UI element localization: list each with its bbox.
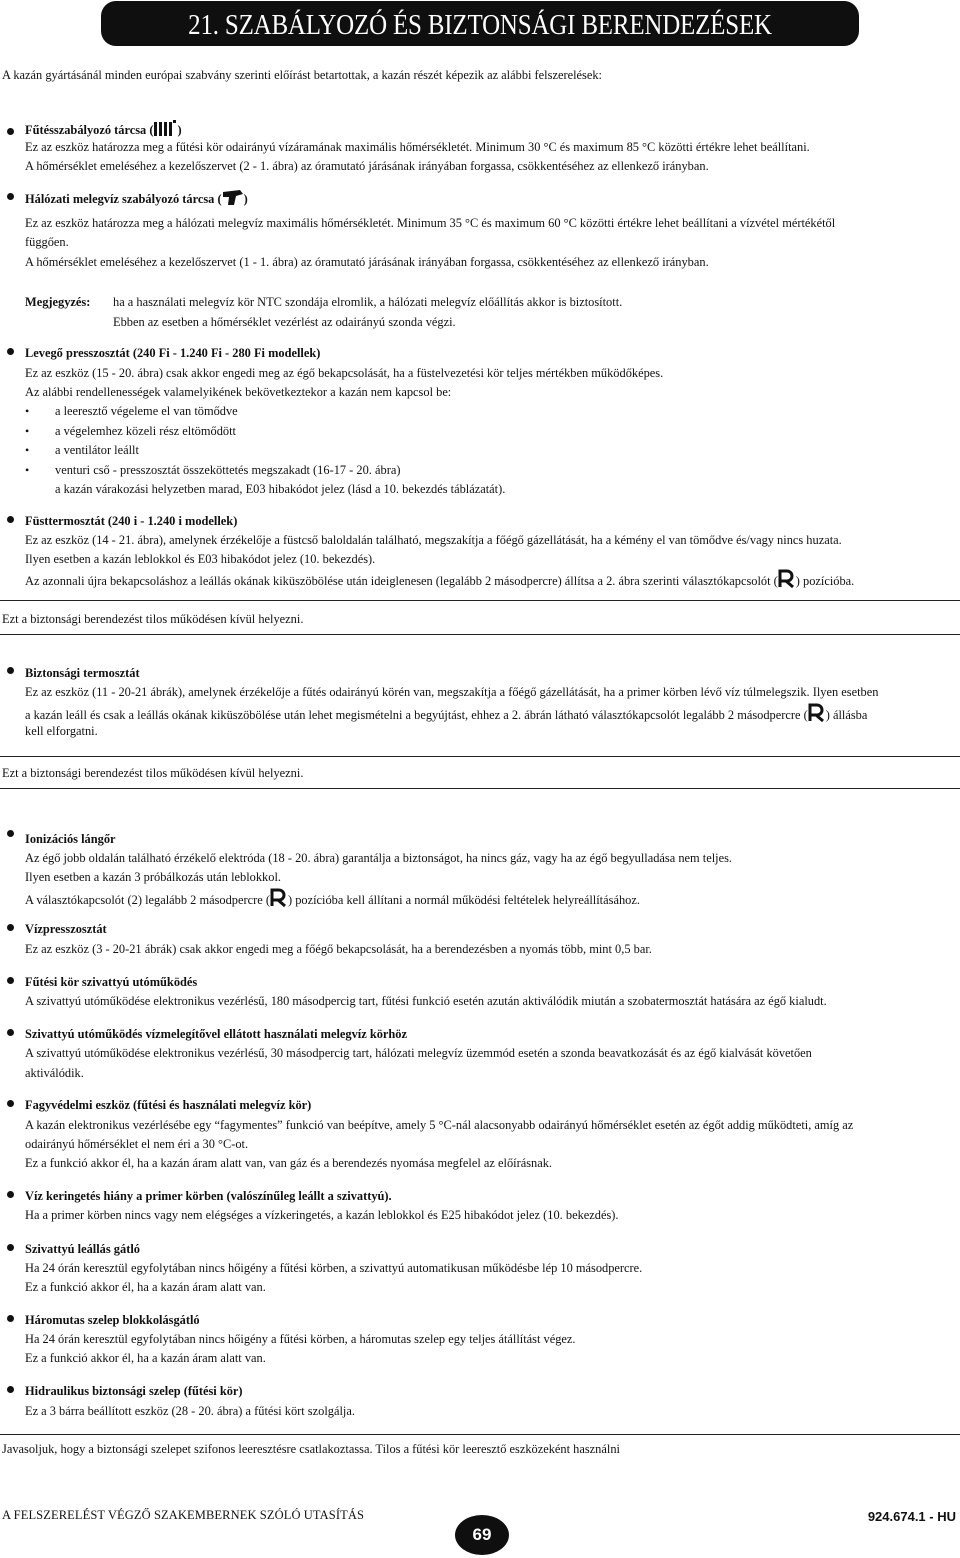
text-line: Ez az eszköz (11 - 20-21 ábrák), amelynek érzékelője a fűtés odairányú körén van, megszakítja a főégő gázellátását, ha a primer körben lévő víz túlmelegszik. Ilyen esetben — [25, 685, 879, 699]
text-line: Ez az eszköz (3 - 20-21 ábrák) csak akkor engedi meg a főégő bekapcsolását, ha a berendezésben a nyomás több, mint 0,5 bar. — [25, 942, 652, 956]
text-line: A szivattyú utóműködése elektronikus vezérlésű, 30 másodpercig tart, hálózati melegvíz üzemmód esetén a szonda beavatkozását és az égő kialvását követően — [25, 1046, 812, 1060]
text-line — [25, 888, 640, 915]
tap-icon — [222, 188, 244, 213]
divider — [0, 600, 960, 601]
footer-label: A FELSZERELÉST VÉGZŐ SZAKEMBERNEK SZÓLÓ UTASÍTÁS — [2, 1508, 365, 1522]
section-dhw-dial — [25, 188, 248, 213]
bullet — [7, 348, 14, 355]
bullet — [7, 193, 14, 200]
text-line: Ez a 3 bárra beállított eszköz (28 - 20. ábra) a fűtési kört szolgálja. — [25, 1404, 355, 1418]
text-line: aktiválódik. — [25, 1066, 84, 1080]
text-span: Az azonnali újra bekapcsoláshoz a leállás okának kiküszöbölése után ideiglenesen (legalább 2 másodpercre) állítsa a 2. ábra szerinti választókapcsolót ( — [25, 574, 778, 589]
section-pump-antiblock: Szivattyú leállás gátló — [25, 1242, 140, 1256]
reset-r-icon — [808, 703, 826, 730]
text-line: kell elforgatni. — [25, 724, 98, 738]
section-pump-overrun: Fűtési kör szivattyú utóműködés — [25, 975, 198, 989]
text-line: Ez az eszköz határozza meg a hálózati melegvíz maximális hőmérsékletét. Minimum 35 °C és maximum 60 °C közötti értékre lehet beállítani a vízvétel mértékétől — [25, 216, 836, 230]
section-safety-thermostat: Biztonsági termosztát — [25, 666, 140, 680]
section-air-pressostat: Levegő presszosztát (240 Fi - 1.240 Fi - 280 Fi modellek) — [25, 346, 321, 360]
closing-text: Javasoljuk, hogy a biztonsági szelepet szifonos leeresztésre csatlakoztassa. Tilos a fűtési kör leeresztő eszközeként használni — [2, 1442, 620, 1456]
warning-text: Ezt a biztonsági berendezést tilos működésen kívül helyezni. — [2, 612, 304, 626]
text-line: Ilyen esetben a kazán leblokkol és E03 hibakódot jelez (10. bekezdés). — [25, 552, 376, 566]
reset-r-icon — [270, 888, 288, 915]
text-line: Az égő jobb oldalán található érzékelő elektróda (18 - 20. ábra) garantálja a biztonságot, ha nincs gáz, vagy ha az égő begyulladása nem teljes. — [25, 851, 733, 865]
section-water-circulation: Víz keringetés hiány a primer körben (valószínűleg leállt a szivattyú). — [25, 1189, 392, 1203]
text-line — [25, 703, 867, 730]
sub-bullet: • — [25, 443, 30, 457]
section-valve-antiblock: Háromutas szelep blokkolásgátló — [25, 1313, 200, 1327]
text-line: Ilyen esetben a kazán 3 próbálkozás után leblokkol. — [25, 870, 281, 884]
bullet — [7, 1244, 14, 1251]
list-item: a leeresztő végeleme el van tömődve — [55, 404, 238, 418]
sub-bullet: • — [25, 424, 30, 438]
section-safety-valve: Hidraulikus biztonsági szelep (fűtési kör) — [25, 1384, 243, 1398]
text-line: A hőmérséklet emeléséhez a kezelőszervet (2 - 1. ábra) az óramutató járásának irányában forgassa, csökkentéséhez az ellenkező irányban. — [25, 159, 709, 173]
heading: Hálózati melegvíz szabályozó tárcsa ( — [25, 192, 222, 207]
section-frost-protection: Fagyvédelmi eszköz (fűtési és használati melegvíz kör) — [25, 1098, 312, 1112]
section-water-pressostat: Vízpresszosztát — [25, 922, 107, 936]
text-span: a kazán leáll és csak a leállás okának kiküszöbölése után lehet megismételni a begyújtást, ehhez a 2. ábrán látható választókapcsolót legalább 2 másodpercre ( — [25, 708, 808, 723]
sub-bullet: • — [25, 463, 30, 477]
text-line: Ebben az esetben a hőmérséklet vezérlést az odairányú szonda végzi. — [113, 315, 456, 329]
bullet — [7, 667, 14, 674]
intro-text: A kazán gyártásánál minden európai szabvány szerinti előírást betartottak, a kazán részét képezik az alábbi felszerelések: — [2, 68, 602, 82]
section-ionization: Ionizációs lángőr — [25, 832, 116, 846]
page-title: 21. SZABÁLYOZÓ ÉS BIZTONSÁGI BERENDEZÉSEK — [188, 9, 772, 41]
bullet — [7, 1386, 14, 1393]
bullet — [7, 1029, 14, 1036]
divider — [0, 634, 960, 635]
bullet — [7, 128, 14, 135]
text-line — [25, 569, 854, 596]
text-line: Ez a funkció akkor él, ha a kazán áram alatt van. — [25, 1351, 266, 1365]
heading-close: ) — [177, 123, 182, 138]
text-line: Ez a funkció akkor él, ha a kazán áram alatt van. — [25, 1280, 266, 1294]
document-code: 924.674.1 - HU — [867, 1509, 956, 1524]
bullet — [7, 1191, 14, 1198]
sub-bullet: • — [25, 404, 30, 418]
text-line: a kazán várakozási helyzetben marad, E03 hibakódot jelez (lásd a 10. bekezdés táblázatát). — [55, 482, 506, 496]
heading-close: ) — [243, 192, 248, 207]
text-line: odairányú hőmérséklet el nem éri a 30 °C-ot. — [25, 1137, 249, 1151]
text-line: ha a használati melegvíz kör NTC szondája elromlik, a hálózati melegvíz előállítás akkor is biztosított. — [113, 295, 623, 309]
text-line: Ez az eszköz (14 - 21. ábra), amelynek érzékelője a füstcső baloldalán található, megszakítja a főégő gázellátását, ha a kémény el van tömődve és/vagy nincs huzata. — [25, 533, 842, 547]
note-label: Megjegyzés: — [25, 295, 91, 309]
list-item: a ventilátor leállt — [55, 443, 139, 457]
text-line: Ha a primer körben nincs vagy nem elégséges a vízkeringetés, a kazán leblokkol és E25 hibakódot jelez (10. bekezdés). — [25, 1208, 619, 1222]
divider — [0, 788, 960, 789]
list-item: venturi cső - presszosztát összeköttetés megszakadt (16-17 - 20. ábra) — [55, 463, 401, 477]
warning-text: Ezt a biztonsági berendezést tilos működésen kívül helyezni. — [2, 766, 304, 780]
text-line: A szivattyú utóműködése elektronikus vezérlésű, 180 másodpercig tart, fűtési funkció esetén azután aktiválódik miután a szobatermosztát hatására az égő kialudt. — [25, 994, 827, 1008]
divider — [0, 756, 960, 757]
text-line: Ha 24 órán keresztül egyfolytában nincs hőigény a fűtési körben, a háromutas szelep egy teljes átállítást végez. — [25, 1332, 576, 1346]
section-flue-thermostat: Füsttermosztát (240 i - 1.240 i modellek) — [25, 514, 238, 528]
bullet — [7, 924, 14, 931]
text-line: Ez az eszköz határozza meg a fűtési kör odairányú vízáramának maximális hőmérsékletét. Minimum 30 °C és maximum 85 °C közötti értékre lehet beállítani. — [25, 140, 810, 154]
bullet — [7, 516, 14, 523]
text-line: Ez az eszköz (15 - 20. ábra) csak akkor engedi meg az égő bekapcsolását, ha a füstelvezetési kör teljes mértékben működőképes. — [25, 366, 664, 380]
text-span: ) pozícióba. — [795, 574, 855, 589]
text-span: ) pozícióba kell állítani a normál működési feltételek helyreállításához. — [287, 893, 640, 908]
bullet — [7, 977, 14, 984]
text-span: A választókapcsolót (2) legalább 2 másodpercre ( — [25, 893, 270, 908]
text-line: Az alábbi rendellenességek valamelyikének bekövetkeztekor a kazán nem kapcsol be: — [25, 385, 452, 399]
text-line: A hőmérséklet emeléséhez a kezelőszervet (1 - 1. ábra) az óramutató járásának irányában forgassa, csökkentéséhez az ellenkező irányban. — [25, 255, 709, 269]
text-line: Ha 24 órán keresztül egyfolytában nincs hőigény a fűtési körben, a szivattyú automatikusan működésbe lép 10 másodpercre. — [25, 1261, 643, 1275]
divider — [0, 1434, 960, 1435]
reset-r-icon — [778, 569, 796, 596]
text-line: A kazán elektronikus vezérlésébe egy “fagymentes” funkció van beépítve, amely 5 °C-nál alacsonyabb odairányú hőmérséklet esetén az égőt addig működteti, amíg az — [25, 1118, 854, 1132]
bullet — [7, 1315, 14, 1322]
bullet — [7, 830, 14, 837]
text-line: Ez a funkció akkor él, ha a kazán áram alatt van, van gáz és a berendezés nyomása megfelel az előírásnak. — [25, 1156, 553, 1170]
heading: Fűtésszabályozó tárcsa ( — [25, 123, 154, 138]
text-line: függően. — [25, 235, 69, 249]
page-number: 69 — [455, 1515, 509, 1555]
text-span: ) állásba — [825, 708, 868, 723]
list-item: a végelemhez közeli rész eltömődött — [55, 424, 236, 438]
section-dhw-pump-overrun: Szivattyú utóműködés vízmelegítővel ellátott használati melegvíz körhöz — [25, 1027, 407, 1041]
bullet — [7, 1100, 14, 1107]
